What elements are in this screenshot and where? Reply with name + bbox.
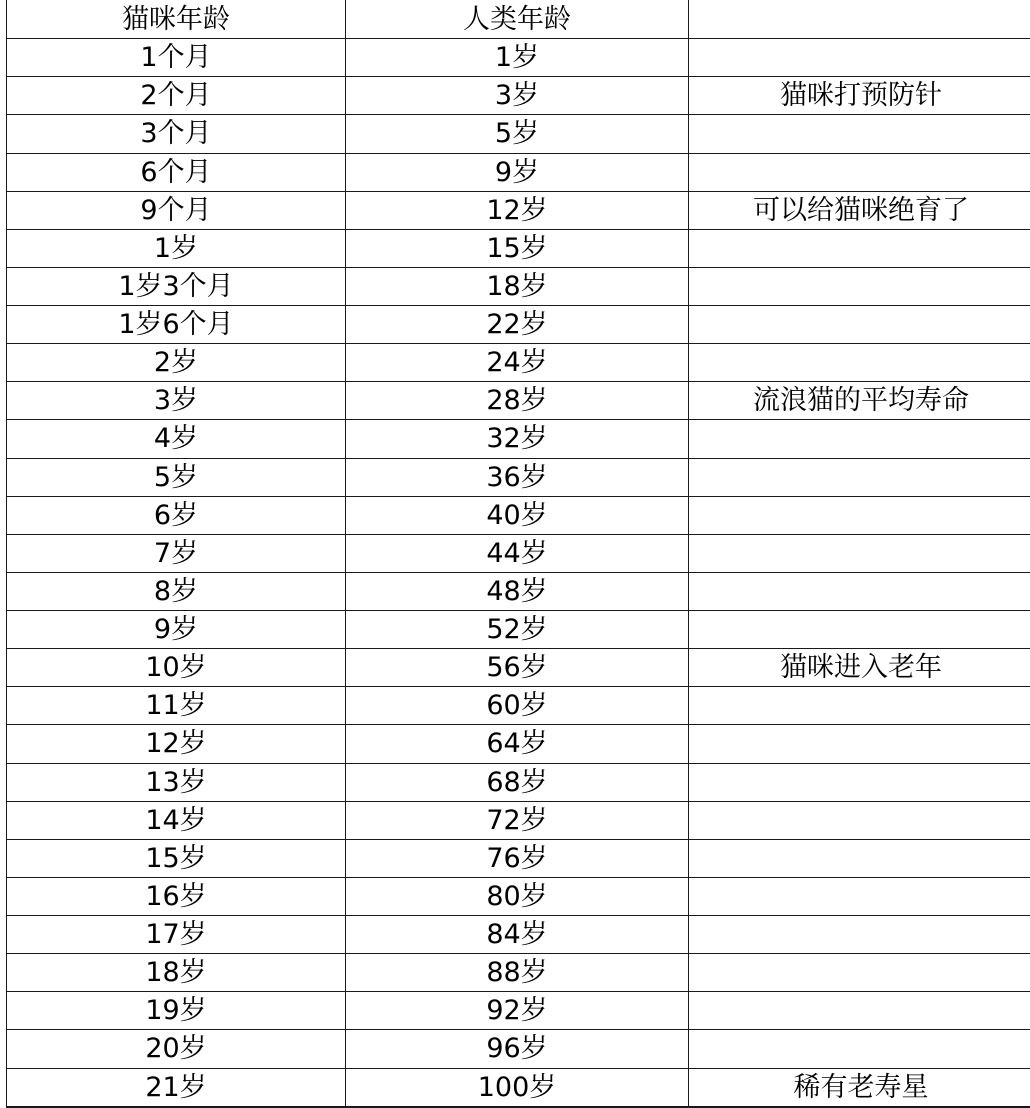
table-row [7, 572, 1030, 610]
table-row [7, 611, 1030, 649]
cat-age-cell[interactable]: 1岁6个月 [7, 306, 346, 344]
note-cell[interactable]: 可以给猫咪绝育了 [689, 191, 1030, 229]
cat-age-cell[interactable]: 8岁 [7, 572, 346, 610]
table-row [7, 77, 1030, 115]
table-row [7, 496, 1030, 534]
note-cell[interactable]: 稀有老寿星 [689, 1068, 1030, 1107]
table-row [7, 1030, 1030, 1068]
table-row [7, 229, 1030, 267]
cat-age-cell[interactable]: 11岁 [7, 687, 346, 725]
human-age-cell[interactable]: 9岁 [346, 153, 689, 191]
cat-age-cell[interactable]: 9个月 [7, 191, 346, 229]
cat-age-cell[interactable]: 6个月 [7, 153, 346, 191]
human-age-cell[interactable]: 1岁 [346, 39, 689, 77]
human-age-cell[interactable]: 80岁 [346, 877, 689, 915]
table-row [7, 420, 1030, 458]
table-row [7, 191, 1030, 229]
cat-age-cell[interactable]: 5岁 [7, 458, 346, 496]
human-age-cell[interactable]: 36岁 [346, 458, 689, 496]
note-cell[interactable] [689, 801, 1030, 839]
cat-age-cell[interactable]: 2个月 [7, 77, 346, 115]
cat-age-cell[interactable]: 13岁 [7, 763, 346, 801]
note-cell[interactable] [689, 954, 1030, 992]
human-age-cell[interactable]: 76岁 [346, 839, 689, 877]
note-cell[interactable] [689, 611, 1030, 649]
table-row [7, 153, 1030, 191]
cat-age-cell[interactable]: 1岁 [7, 229, 346, 267]
cat-age-cell[interactable]: 6岁 [7, 496, 346, 534]
cat-age-cell[interactable]: 16岁 [7, 877, 346, 915]
note-cell[interactable] [689, 458, 1030, 496]
note-cell[interactable] [689, 992, 1030, 1030]
cat-age-cell[interactable]: 10岁 [7, 649, 346, 687]
human-age-cell[interactable]: 68岁 [346, 763, 689, 801]
note-cell[interactable] [689, 1030, 1030, 1068]
cat-age-cell[interactable]: 15岁 [7, 839, 346, 877]
human-age-cell[interactable]: 96岁 [346, 1030, 689, 1068]
note-cell[interactable]: 流浪猫的平均寿命 [689, 382, 1030, 420]
note-cell[interactable]: 猫咪进入老年 [689, 649, 1030, 687]
human-age-cell[interactable]: 72岁 [346, 801, 689, 839]
table-row [7, 458, 1030, 496]
human-age-cell[interactable]: 56岁 [346, 649, 689, 687]
note-cell[interactable] [689, 39, 1030, 77]
table-row [7, 534, 1030, 572]
table-row [7, 877, 1030, 915]
note-cell[interactable] [689, 687, 1030, 725]
table-row [7, 954, 1030, 992]
human-age-cell[interactable]: 48岁 [346, 572, 689, 610]
table-row [7, 649, 1030, 687]
human-age-cell[interactable]: 15岁 [346, 229, 689, 267]
cat-age-cell[interactable]: 2岁 [7, 344, 346, 382]
note-cell[interactable] [689, 916, 1030, 954]
note-cell[interactable] [689, 267, 1030, 305]
cat-age-cell[interactable]: 9岁 [7, 611, 346, 649]
table-row [7, 382, 1030, 420]
table-row [7, 992, 1030, 1030]
human-age-cell[interactable]: 28岁 [346, 382, 689, 420]
human-age-cell[interactable]: 88岁 [346, 954, 689, 992]
cat-age-cell[interactable]: 1岁3个月 [7, 267, 346, 305]
note-cell[interactable] [689, 229, 1030, 267]
table-body [7, 0, 1030, 1107]
human-age-cell[interactable]: 64岁 [346, 725, 689, 763]
note-cell[interactable] [689, 534, 1030, 572]
table-row [7, 725, 1030, 763]
human-age-cell[interactable]: 100岁 [346, 1068, 689, 1107]
note-cell[interactable] [689, 496, 1030, 534]
table-row [7, 763, 1030, 801]
cat-age-cell[interactable]: 14岁 [7, 801, 346, 839]
human-age-cell[interactable]: 22岁 [346, 306, 689, 344]
cat-age-cell[interactable]: 3个月 [7, 115, 346, 153]
cat-age-cell[interactable]: 21岁 [7, 1068, 346, 1107]
note-cell[interactable] [689, 153, 1030, 191]
human-age-cell[interactable]: 5岁 [346, 115, 689, 153]
header-note[interactable] [689, 0, 1030, 39]
cat-age-cell[interactable]: 1个月 [7, 39, 346, 77]
note-cell[interactable] [689, 763, 1030, 801]
note-cell[interactable] [689, 115, 1030, 153]
note-cell[interactable] [689, 306, 1030, 344]
human-age-cell[interactable]: 40岁 [346, 496, 689, 534]
table-row [7, 39, 1030, 77]
note-cell[interactable]: 猫咪打预防针 [689, 77, 1030, 115]
note-cell[interactable] [689, 344, 1030, 382]
human-age-cell[interactable]: 44岁 [346, 534, 689, 572]
header-human-age[interactable]: 人类年龄 [346, 0, 689, 39]
table-row [7, 687, 1030, 725]
table-row [7, 115, 1030, 153]
cat-age-cell[interactable]: 12岁 [7, 725, 346, 763]
note-cell[interactable] [689, 572, 1030, 610]
human-age-cell[interactable]: 84岁 [346, 916, 689, 954]
human-age-cell[interactable]: 24岁 [346, 344, 689, 382]
cat-age-cell[interactable]: 4岁 [7, 420, 346, 458]
header-cat-age[interactable]: 猫咪年龄 [7, 0, 346, 39]
note-cell[interactable] [689, 725, 1030, 763]
table-row [7, 801, 1030, 839]
cat-age-cell[interactable]: 7岁 [7, 534, 346, 572]
note-cell[interactable] [689, 839, 1030, 877]
human-age-cell[interactable]: 92岁 [346, 992, 689, 1030]
note-cell[interactable] [689, 877, 1030, 915]
cat-age-cell[interactable]: 18岁 [7, 954, 346, 992]
header-row [7, 0, 1030, 39]
human-age-cell[interactable]: 32岁 [346, 420, 689, 458]
cat-age-cell[interactable]: 17岁 [7, 916, 346, 954]
human-age-cell[interactable]: 60岁 [346, 687, 689, 725]
cat-age-cell[interactable]: 3岁 [7, 382, 346, 420]
human-age-cell[interactable]: 52岁 [346, 611, 689, 649]
cat-age-cell[interactable]: 20岁 [7, 1030, 346, 1068]
note-cell[interactable] [689, 420, 1030, 458]
table-row [7, 1068, 1030, 1107]
cat-age-cell[interactable]: 19岁 [7, 992, 346, 1030]
table-row [7, 839, 1030, 877]
human-age-cell[interactable]: 3岁 [346, 77, 689, 115]
table-row [7, 344, 1030, 382]
table-row [7, 306, 1030, 344]
human-age-cell[interactable]: 18岁 [346, 267, 689, 305]
table-row [7, 916, 1030, 954]
cat-human-age-table [6, 0, 1030, 1108]
table-row [7, 267, 1030, 305]
human-age-cell[interactable]: 12岁 [346, 191, 689, 229]
